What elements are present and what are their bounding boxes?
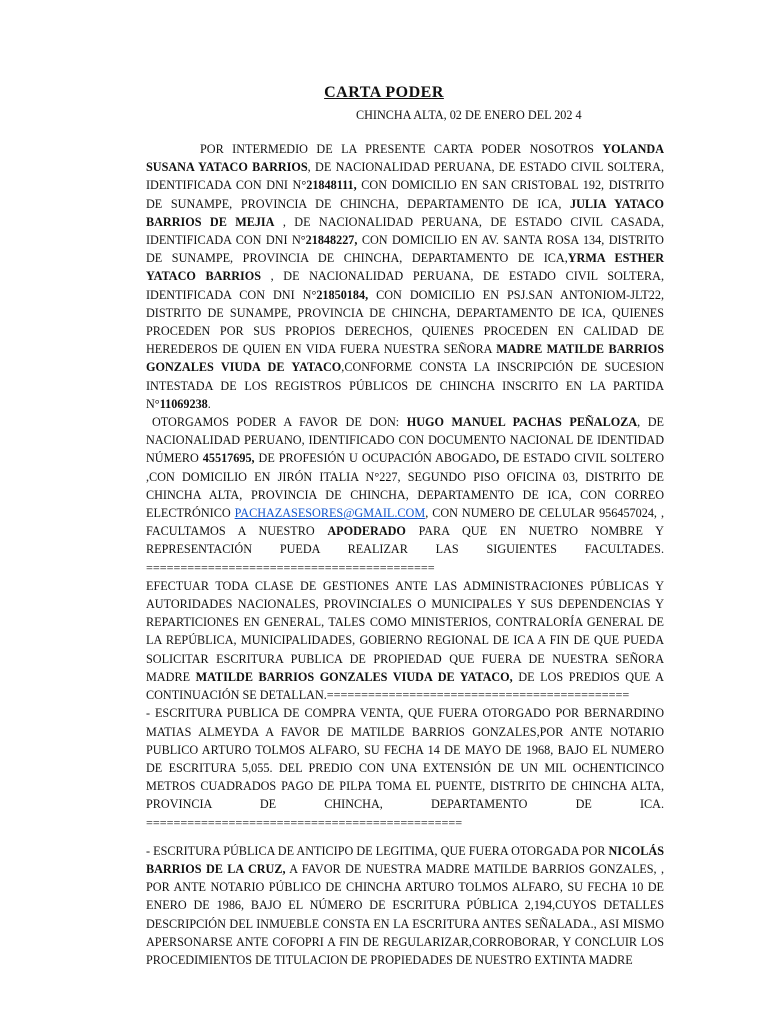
- paragraph-deed-purchase: - ESCRITURA PUBLICA DE COMPRA VENTA, QUE FUERA OTORGADO POR BERNARDINO MATIAS ALMEYDA A FAVOR DE MATILDE BARRIOS GONZALES,POR ANTE NOTARIO PUBLICO ARTURO TOLMOS ALFARO, SU FECHA 14 DE MAYO DE 1968, BAJO EL NUMERO DE ESCRITURA 5,055. DEL PREDIO CON UNA EXTENSIÓN DE UN MIL OCHENTICINCO METROS CUADRADOS PAGO DE PILPA TOMA EL PUENTE, DISTRITO DE CHINCHA ALTA, PROVINCIA DE CHINCHA, DEPARTAMENTO DE ICA. ==============================================: [146, 706, 664, 830]
- email-link[interactable]: PACHAZASESORES@GMAIL.COM: [234, 506, 426, 521]
- paragraph-powers: EFECTUAR TODA CLASE DE GESTIONES ANTE LAS ADMINISTRACIONES PÚBLICAS Y AUTORIDADES NACIONALES, PROVINCIALES O MUNICIPALES Y SUS DEPENDENCIAS Y REPARTICIONES EN GENERAL, TALES COMO MINISTERIOS, CONTRALORÍA GENERAL DE LA REPÚBLICA, MUNICIPALIDADES, GOBIERNO REGIONAL DE ICA A FIN DE QUE PUEDA SOLICITAR ESCRITURA PUBLICA DE PROPIEDAD QUE FUERA DE NUESTRA SEÑORA MADRE MATILDE BARRIOS GONZALES VIUDA DE YATACO, DE LOS PREDIOS QUE A CONTINUACIÓN SE DETALLAN.============================================: [146, 578, 664, 703]
- paragraph-deed-legitima: - ESCRITURA PÚBLICA DE ANTICIPO DE LEGITIMA, QUE FUERA OTORGADA POR NICOLÁS BARRIOS DE LA CRUZ, A FAVOR DE NUESTRA MADRE MATILDE BARRIOS GONZALES, , POR ANTE NOTARIO PÚBLICO DE CHINCHA ARTURO TOLMOS ALFARO, SU FECHA 10 DE ENERO DE 1986, BAJO EL NÚMERO DE ESCRITURA PÚBLICA 2,194,CUYOS DETALLES DESCRIPCIÓN DEL INMUEBLE CONSTA EN LA ESCRITURA ANTES SEÑALADA., ASI MISMO APERSONARSE ANTE COFOPRI A FIN DE REGULARIZAR,CORROBORAR, Y CONCLUIR LOS PROCEDIMIENTOS DE TITULACION DE PROPIEDADES DE NUESTRO EXTINTA MADRE: [146, 843, 664, 967]
- paragraph-grantors: POR INTERMEDIO DE LA PRESENTE CARTA PODER NOSOTROS YOLANDA SUSANA YATACO BARRIOS, DE NACIONALIDAD PERUANA, DE ESTADO CIVIL SOLTERA, IDENTIFICADA CON DNI N°21848111, CON DOMICILIO EN SAN CRISTOBAL 192, DISTRITO DE SUNAMPE, PROVINCIA DE CHINCHA, DEPARTAMENTO DE ICA, JULIA YATACO BARRIOS DE MEJIA , DE NACIONALIDAD PERUANA, DE ESTADO CIVIL CASADA, IDENTIFICADA CON DNI N°21848227, CON DOMICILIO EN AV. SANTA ROSA 134, DISTRITO DE SUNAMPE, PROVINCIA DE CHINCHA, DEPARTAMENTO DE ICA,YRMA ESTHER YATACO BARRIOS , DE NACIONALIDAD PERUANA, DE ESTADO CIVIL SOLTERA, IDENTIFICADA CON DNI N°21850184, CON DOMICILIO EN PSJ.SAN ANTONIOM-JLT22, DISTRITO DE SUNAMPE, PROVINCIA DE CHINCHA, DEPARTAMENTO DE ICA, QUIENES PROCEDEN POR SUS PROPIOS DERECHOS, QUIENES PROCEDEN EN CALIDAD DE HEREDEROS DE QUIEN EN VIDA FUERA NUESTRA SEÑORA MADRE MATILDE BARRIOS GONZALES VIUDA DE YATACO,CONFORME CONSTA LA INSCRIPCIÓN DE SUCESION INTESTADA DE LOS REGISTROS PÚBLICOS DE CHINCHA INSCRITO EN LA PARTIDA N°11069238.: [146, 142, 665, 411]
- document-body: [146, 140, 664, 969]
- document-title: CARTA PODER: [324, 84, 444, 101]
- paragraph-attorney: OTORGAMOS PODER A FAVOR DE DON: HUGO MANUEL PACHAS PEÑALOZA, DE NACIONALIDAD PERUANO, IDENTIFICADO CON DOCUMENTO NACIONAL DE IDENTIDAD NÚMERO 45517695, DE PROFESIÓN U OCUPACIÓN ABOGADO, DE ESTADO CIVIL SOLTERO ,CON DOMICILIO EN JIRÓN ITALIA N°227, SEGUNDO PISO OFICINA 03, DISTRITO DE CHINCHA ALTA, PROVINCIA DE CHINCHA, DEPARTAMENTO DE ICA, CON CORREO ELECTRÓNICO PACHAZASESORES@GMAIL.COM, CON NUMERO DE CELULAR 956457024, , FACULTAMOS A NUESTRO APODERADO PARA QUE EN NUETRO NOMBRE Y REPRESENTACIÓN PUEDA REALIZAR LAS SIGUIENTES FACULTADES. ==========================================: [146, 415, 665, 575]
- date-line: CHINCHA ALTA, 02 DE ENERO DEL 202 4: [356, 108, 582, 122]
